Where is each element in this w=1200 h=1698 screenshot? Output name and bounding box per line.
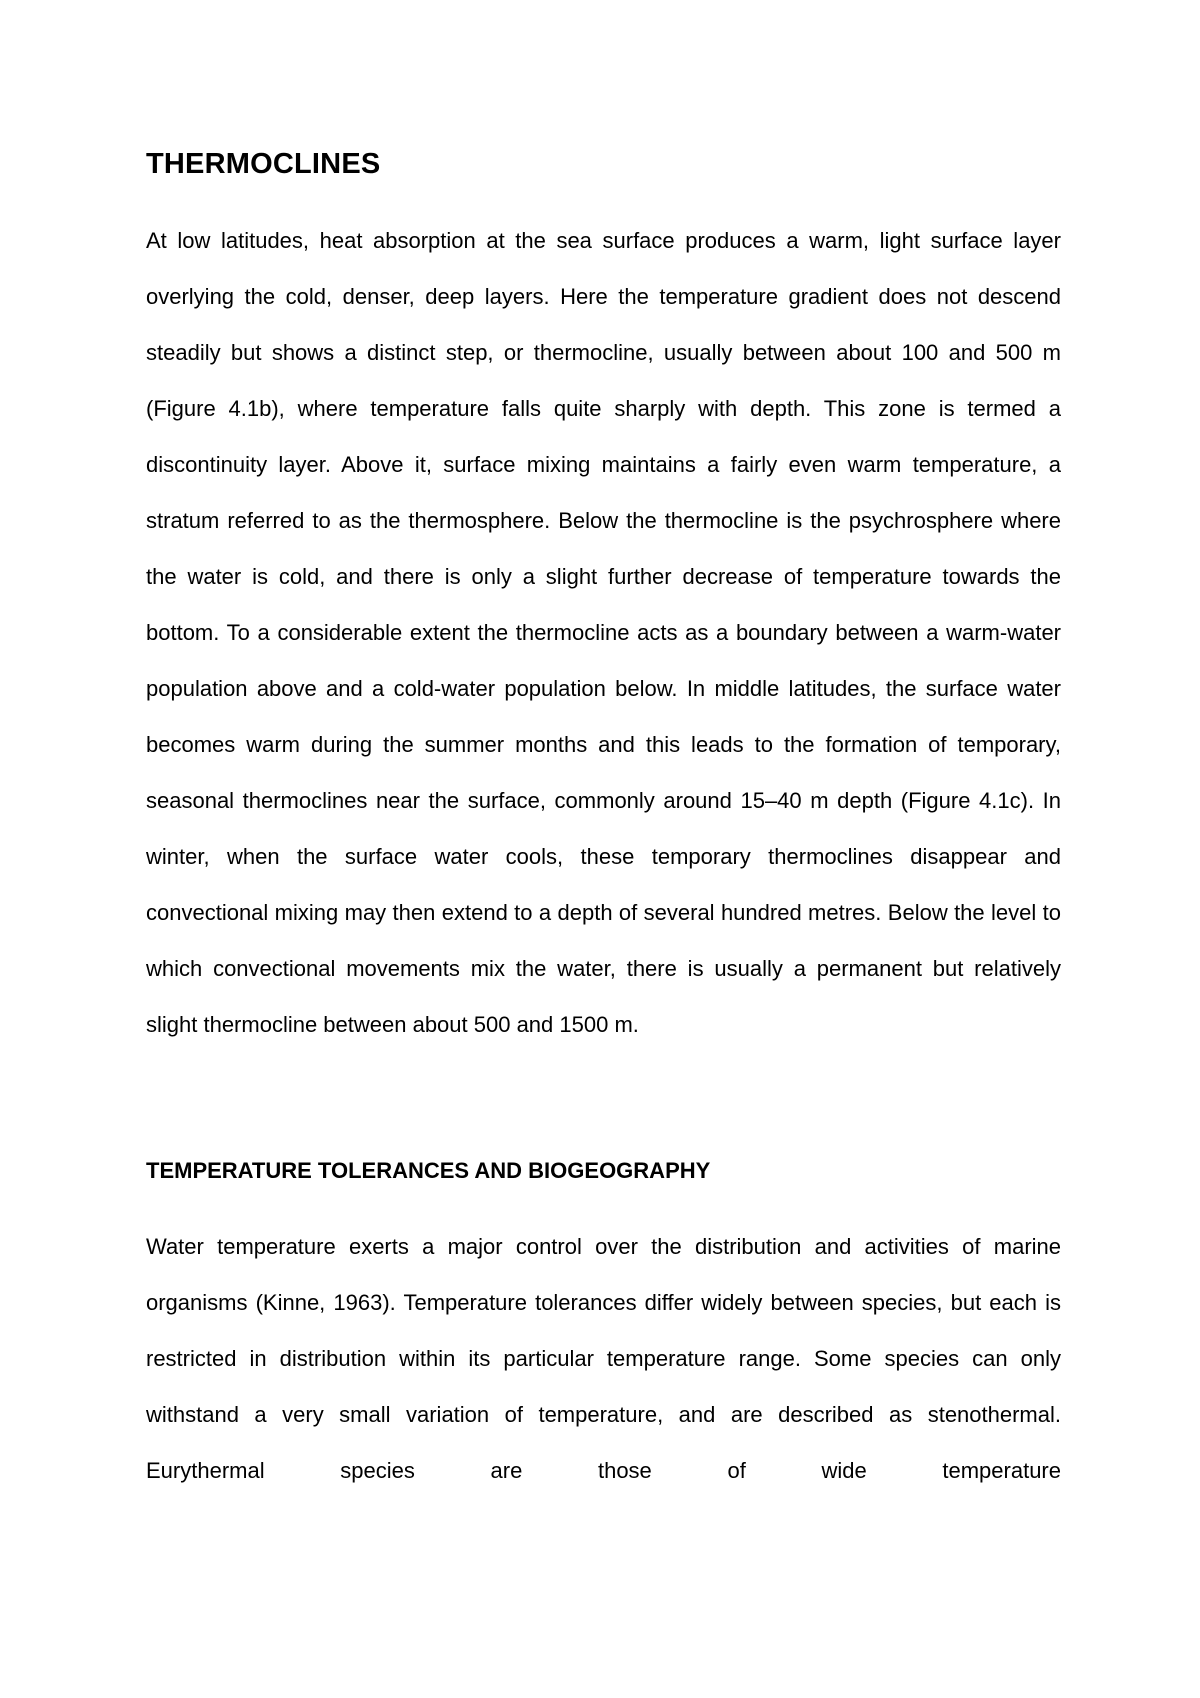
paragraph-clip — [146, 1219, 1061, 1555]
section-heading-thermoclines: THERMOCLINES — [146, 148, 381, 180]
section-heading-temperature-tolerances: TEMPERATURE TOLERANCES AND BIOGEOGRAPHY — [146, 1158, 711, 1183]
document-body — [146, 140, 1061, 1555]
paragraph-thermoclines: At low latitudes, heat absorption at the sea surface produces a warm, light surface layer overlying the cold, denser, deep layers. Here the temperature gradient does not descend steadily but shows a distinct step, or thermocline, usually between about 100 and 500 m (Figure 4.1b), where temperature falls quite sharply with depth. This zone is termed a discontinuity layer. Above it, surface mixing maintains a fairly even warm temperature, a stratum referred to as the thermosphere. Below the thermocline is the psychrosphere where the water is cold, and there is only a slight further decrease of temperature towards the bottom. To a considerable extent the thermocline acts as a boundary between a warm-water population above and a cold-water population below. In middle latitudes, the surface water becomes warm during the summer months and this leads to the formation of temporary, seasonal thermoclines near the surface, commonly around 15–40 m depth (Figure 4.1c). In winter, when the surface water cools, these temporary thermoclines disappear and convectional mixing may then extend to a depth of several hundred metres. Below the level to which convectional movements mix the water, there is usually a permanent but relatively slight thermocline between about 500 and 1500 m. — [146, 228, 1061, 1037]
paragraph-temperature-tolerances: Water temperature exerts a major control over the distribution and activities of marine organisms (Kinne, 1963). Temperature tolerances differ widely between species, but each is restricted in distribution within its particular temperature range. Some species can only withstand a very small variation of temperature, and are described as stenothermal. Eurythermal species are those of wide temperature — [146, 1234, 1061, 1483]
